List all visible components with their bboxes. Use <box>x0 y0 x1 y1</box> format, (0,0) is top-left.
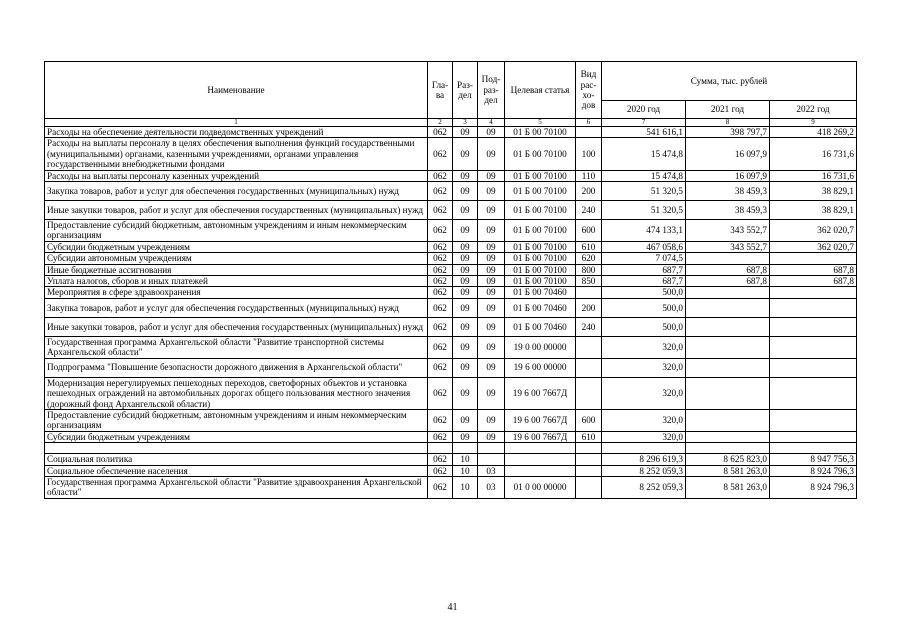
column-index: 5 <box>505 119 576 127</box>
row-sum-2020: 474 133,1 <box>602 220 686 242</box>
row-podrazdel <box>478 454 505 465</box>
table-row <box>45 264 857 275</box>
row-sum-2022 <box>770 317 857 336</box>
row-razdel: 09 <box>453 138 478 170</box>
row-sum-2020: 541 616,1 <box>602 127 686 138</box>
row-name: Субсидии бюджетным учреждениям <box>45 431 428 442</box>
row-glava: 062 <box>428 201 453 220</box>
row-target-article: 01 0 00 00000 <box>505 476 576 498</box>
row-glava: 062 <box>428 465 453 476</box>
row-name: Предоставление субсидий бюджетным, автономным учреждениям и иным некоммерческим организациям <box>45 220 428 242</box>
row-expense-type: 200 <box>576 182 602 201</box>
row-target-article: 19 6 00 7667Д <box>505 377 576 409</box>
row-podrazdel <box>478 443 505 454</box>
row-podrazdel: 09 <box>478 298 505 317</box>
table-row <box>45 182 857 201</box>
row-razdel <box>453 443 478 454</box>
table-row <box>45 465 857 476</box>
row-sum-2020: 320,0 <box>602 377 686 409</box>
row-target-article: 19 6 00 7667Д <box>505 409 576 431</box>
row-razdel: 09 <box>453 127 478 138</box>
row-sum-2020: 8 296 619,3 <box>602 454 686 465</box>
row-name: Закупка товаров, работ и услуг для обеспечения государственных (муниципальных) нужд <box>45 182 428 201</box>
row-expense-type: 600 <box>576 409 602 431</box>
row-sum-2022 <box>770 431 857 442</box>
row-sum-2021: 16 097,9 <box>686 170 770 181</box>
row-target-article: 01 Б 00 70100 <box>505 276 576 287</box>
row-sum-2020: 8 252 059,3 <box>602 476 686 498</box>
row-glava: 062 <box>428 454 453 465</box>
header-2020: 2020 год <box>602 101 686 119</box>
column-index: 8 <box>686 119 770 127</box>
table-row <box>45 409 857 431</box>
row-razdel: 10 <box>453 454 478 465</box>
row-sum-2022: 687,8 <box>770 276 857 287</box>
row-sum-2021 <box>686 298 770 317</box>
column-index: 4 <box>478 119 505 127</box>
table-row <box>45 377 857 409</box>
row-target-article <box>505 454 576 465</box>
row-glava: 062 <box>428 358 453 377</box>
row-target-article: 01 Б 00 70100 <box>505 220 576 242</box>
row-name: Расходы на обеспечение деятельности подведомственных учреждений <box>45 127 428 138</box>
row-target-article: 01 Б 00 70100 <box>505 201 576 220</box>
table-row <box>45 431 857 442</box>
row-podrazdel: 09 <box>478 138 505 170</box>
row-expense-type: 240 <box>576 317 602 336</box>
header-podrazdel: Под-раз-дел <box>478 62 505 119</box>
header-2022: 2022 год <box>770 101 857 119</box>
budget-table <box>44 61 857 499</box>
table-row <box>45 127 857 138</box>
row-name: Иные закупки товаров, работ и услуг для обеспечения государственных (муниципальных) нужд <box>45 201 428 220</box>
row-razdel: 09 <box>453 298 478 317</box>
table-row <box>45 220 857 242</box>
row-razdel: 09 <box>453 431 478 442</box>
table-row <box>45 138 857 170</box>
row-sum-2020: 15 474,8 <box>602 170 686 181</box>
row-sum-2020: 8 252 059,3 <box>602 465 686 476</box>
row-podrazdel: 03 <box>478 476 505 498</box>
row-sum-2020: 51 320,5 <box>602 182 686 201</box>
row-expense-type <box>576 476 602 498</box>
row-name: Социальная политика <box>45 454 428 465</box>
row-sum-2021 <box>686 287 770 298</box>
row-podrazdel: 09 <box>478 336 505 358</box>
row-razdel: 09 <box>453 182 478 201</box>
row-sum-2020 <box>602 443 686 454</box>
row-glava: 062 <box>428 317 453 336</box>
row-target-article: 01 Б 00 70460 <box>505 298 576 317</box>
table-row <box>45 358 857 377</box>
page-number: 41 <box>447 602 458 613</box>
header-razdel: Раз-дел <box>453 62 478 119</box>
table-row <box>45 317 857 336</box>
table-row <box>45 201 857 220</box>
row-razdel: 09 <box>453 201 478 220</box>
row-sum-2021: 398 797,7 <box>686 127 770 138</box>
row-razdel: 09 <box>453 358 478 377</box>
row-target-article: 01 Б 00 70460 <box>505 317 576 336</box>
row-sum-2020: 467 058,6 <box>602 241 686 252</box>
row-sum-2022: 8 947 756,3 <box>770 454 857 465</box>
row-target-article: 01 Б 00 70100 <box>505 264 576 275</box>
row-target-article: 01 Б 00 70460 <box>505 287 576 298</box>
row-name: Расходы на выплаты персоналу в целях обеспечения выполнения функций государственными (муниципальными) органами, казенными учреждениями, органами управления государственными внебюджетными фондами <box>45 138 428 170</box>
row-podrazdel: 09 <box>478 409 505 431</box>
row-sum-2020: 500,0 <box>602 317 686 336</box>
row-sum-2021: 38 459,3 <box>686 201 770 220</box>
row-razdel: 09 <box>453 253 478 264</box>
row-glava: 062 <box>428 182 453 201</box>
column-index: 6 <box>576 119 602 127</box>
row-expense-type <box>576 465 602 476</box>
row-podrazdel: 09 <box>478 264 505 275</box>
row-expense-type <box>576 127 602 138</box>
row-sum-2021: 38 459,3 <box>686 182 770 201</box>
header-sum: Сумма, тыс. рублей <box>602 62 857 101</box>
row-sum-2022: 16 731,6 <box>770 138 857 170</box>
row-sum-2022 <box>770 298 857 317</box>
row-sum-2022 <box>770 336 857 358</box>
row-glava: 062 <box>428 220 453 242</box>
row-sum-2021: 687,8 <box>686 264 770 275</box>
row-sum-2020: 320,0 <box>602 431 686 442</box>
row-name: Модернизация нерегулируемых пешеходных переходов, светофорных объектов и установка пешеходных ограждений на автомобильных дорогах общего пользования местного значения (дорожный фонд Архангельской области) <box>45 377 428 409</box>
row-name: Предоставление субсидий бюджетным, автономным учреждениям и иным некоммерческим организациям <box>45 409 428 431</box>
row-razdel: 10 <box>453 465 478 476</box>
row-expense-type: 850 <box>576 276 602 287</box>
row-podrazdel: 09 <box>478 317 505 336</box>
row-podrazdel: 09 <box>478 287 505 298</box>
row-razdel: 09 <box>453 276 478 287</box>
row-glava: 062 <box>428 138 453 170</box>
row-sum-2020: 7 074,5 <box>602 253 686 264</box>
row-podrazdel: 09 <box>478 253 505 264</box>
header-row <box>45 62 857 101</box>
row-sum-2021 <box>686 358 770 377</box>
header-2021: 2021 год <box>686 101 770 119</box>
row-sum-2022: 687,8 <box>770 264 857 275</box>
row-sum-2021 <box>686 253 770 264</box>
row-name: Расходы на выплаты персоналу казенных учреждений <box>45 170 428 181</box>
row-razdel: 09 <box>453 377 478 409</box>
row-sum-2020: 500,0 <box>602 287 686 298</box>
row-expense-type <box>576 377 602 409</box>
table-row <box>45 287 857 298</box>
column-index: 7 <box>602 119 686 127</box>
column-index-row <box>45 119 857 127</box>
row-glava: 062 <box>428 476 453 498</box>
row-sum-2021: 8 581 263,0 <box>686 476 770 498</box>
row-glava: 062 <box>428 253 453 264</box>
row-sum-2021 <box>686 377 770 409</box>
row-name: Государственная программа Архангельской области "Развитие транспортной системы Архангельской области" <box>45 336 428 358</box>
row-sum-2021: 16 097,9 <box>686 138 770 170</box>
row-sum-2021: 343 552,7 <box>686 220 770 242</box>
row-target-article: 01 Б 00 70100 <box>505 253 576 264</box>
row-razdel: 09 <box>453 409 478 431</box>
row-glava: 062 <box>428 336 453 358</box>
table-row <box>45 170 857 181</box>
row-podrazdel: 09 <box>478 241 505 252</box>
row-target-article: 01 Б 00 70100 <box>505 127 576 138</box>
row-expense-type <box>576 443 602 454</box>
row-name: Государственная программа Архангельской области "Развитие здравоохранения Архангельской области" <box>45 476 428 498</box>
row-glava: 062 <box>428 431 453 442</box>
row-podrazdel: 09 <box>478 170 505 181</box>
row-sum-2022 <box>770 253 857 264</box>
row-sum-2022: 38 829,1 <box>770 201 857 220</box>
row-sum-2022 <box>770 443 857 454</box>
row-sum-2020: 51 320,5 <box>602 201 686 220</box>
row-sum-2021: 687,8 <box>686 276 770 287</box>
row-glava: 062 <box>428 170 453 181</box>
table-row <box>45 298 857 317</box>
row-target-article: 01 Б 00 70100 <box>505 170 576 181</box>
column-index: 2 <box>428 119 453 127</box>
row-razdel: 09 <box>453 317 478 336</box>
row-sum-2020: 320,0 <box>602 358 686 377</box>
row-sum-2022: 38 829,1 <box>770 182 857 201</box>
row-expense-type: 610 <box>576 431 602 442</box>
row-podrazdel: 09 <box>478 377 505 409</box>
row-target-article <box>505 443 576 454</box>
row-glava <box>428 443 453 454</box>
row-razdel: 10 <box>453 476 478 498</box>
row-name: Мероприятия в сфере здравоохранения <box>45 287 428 298</box>
table-row <box>45 454 857 465</box>
row-sum-2020: 687,7 <box>602 276 686 287</box>
column-index: 9 <box>770 119 857 127</box>
row-sum-2022: 8 924 796,3 <box>770 476 857 498</box>
row-razdel: 09 <box>453 170 478 181</box>
row-glava: 062 <box>428 409 453 431</box>
header-target: Целевая статья <box>505 62 576 119</box>
row-razdel: 09 <box>453 264 478 275</box>
row-podrazdel: 09 <box>478 182 505 201</box>
row-sum-2020: 320,0 <box>602 336 686 358</box>
row-sum-2020: 500,0 <box>602 298 686 317</box>
table-row <box>45 476 857 498</box>
row-sum-2021 <box>686 317 770 336</box>
row-sum-2021 <box>686 431 770 442</box>
row-expense-type <box>576 287 602 298</box>
row-sum-2021: 8 581 263,0 <box>686 465 770 476</box>
row-sum-2022 <box>770 377 857 409</box>
row-razdel: 09 <box>453 336 478 358</box>
row-razdel: 09 <box>453 220 478 242</box>
row-glava: 062 <box>428 241 453 252</box>
row-target-article: 01 Б 00 70100 <box>505 182 576 201</box>
row-name: Социальное обеспечение населения <box>45 465 428 476</box>
row-expense-type: 200 <box>576 298 602 317</box>
row-target-article: 19 6 00 00000 <box>505 358 576 377</box>
row-expense-type: 100 <box>576 138 602 170</box>
row-glava: 062 <box>428 276 453 287</box>
row-glava: 062 <box>428 377 453 409</box>
table-row <box>45 443 857 454</box>
row-podrazdel: 09 <box>478 431 505 442</box>
table-row <box>45 253 857 264</box>
header-vid: Вид рас-хо-дов <box>576 62 602 119</box>
row-sum-2021: 343 552,7 <box>686 241 770 252</box>
row-glava: 062 <box>428 264 453 275</box>
row-expense-type <box>576 358 602 377</box>
row-target-article: 19 0 00 00000 <box>505 336 576 358</box>
row-glava: 062 <box>428 287 453 298</box>
row-target-article <box>505 465 576 476</box>
row-expense-type <box>576 336 602 358</box>
row-sum-2021 <box>686 409 770 431</box>
row-sum-2021 <box>686 336 770 358</box>
row-podrazdel: 09 <box>478 201 505 220</box>
row-name: Подпрограмма "Повышение безопасности дорожного движения в Архангельской области" <box>45 358 428 377</box>
row-name: Закупка товаров, работ и услуг для обеспечения государственных (муниципальных) нужд <box>45 298 428 317</box>
row-sum-2021: 8 625 823,0 <box>686 454 770 465</box>
row-podrazdel: 03 <box>478 465 505 476</box>
row-expense-type: 610 <box>576 241 602 252</box>
column-index: 3 <box>453 119 478 127</box>
row-podrazdel: 09 <box>478 220 505 242</box>
row-sum-2020: 687,7 <box>602 264 686 275</box>
row-name: Субсидии бюджетным учреждениям <box>45 241 428 252</box>
row-target-article: 19 6 00 7667Д <box>505 431 576 442</box>
row-expense-type: 240 <box>576 201 602 220</box>
row-expense-type: 600 <box>576 220 602 242</box>
row-sum-2020: 15 474,8 <box>602 138 686 170</box>
table-row <box>45 276 857 287</box>
row-sum-2022: 16 731,6 <box>770 170 857 181</box>
table-row <box>45 241 857 252</box>
row-name: Иные закупки товаров, работ и услуг для обеспечения государственных (муниципальных) нужд <box>45 317 428 336</box>
row-glava: 062 <box>428 298 453 317</box>
row-expense-type: 620 <box>576 253 602 264</box>
row-podrazdel: 09 <box>478 127 505 138</box>
table-row <box>45 336 857 358</box>
row-expense-type: 800 <box>576 264 602 275</box>
row-sum-2022: 8 924 796,3 <box>770 465 857 476</box>
row-glava: 062 <box>428 127 453 138</box>
row-name: Субсидии автономным учреждениям <box>45 253 428 264</box>
header-glava: Гла-ва <box>428 62 453 119</box>
row-sum-2022 <box>770 358 857 377</box>
row-sum-2022: 362 020,7 <box>770 241 857 252</box>
row-sum-2022: 418 269,2 <box>770 127 857 138</box>
row-sum-2021 <box>686 443 770 454</box>
row-name <box>45 443 428 454</box>
header-name: Наименование <box>45 62 428 119</box>
row-razdel: 09 <box>453 287 478 298</box>
row-name: Уплата налогов, сборов и иных платежей <box>45 276 428 287</box>
column-index: 1 <box>45 119 428 127</box>
row-expense-type <box>576 454 602 465</box>
row-sum-2022 <box>770 409 857 431</box>
row-name: Иные бюджетные ассигнования <box>45 264 428 275</box>
row-target-article: 01 Б 00 70100 <box>505 241 576 252</box>
row-podrazdel: 09 <box>478 276 505 287</box>
row-sum-2022: 362 020,7 <box>770 220 857 242</box>
row-razdel: 09 <box>453 241 478 252</box>
row-podrazdel: 09 <box>478 358 505 377</box>
row-sum-2022 <box>770 287 857 298</box>
row-sum-2020: 320,0 <box>602 409 686 431</box>
row-target-article: 01 Б 00 70100 <box>505 138 576 170</box>
table-body <box>45 127 857 499</box>
row-expense-type: 110 <box>576 170 602 181</box>
